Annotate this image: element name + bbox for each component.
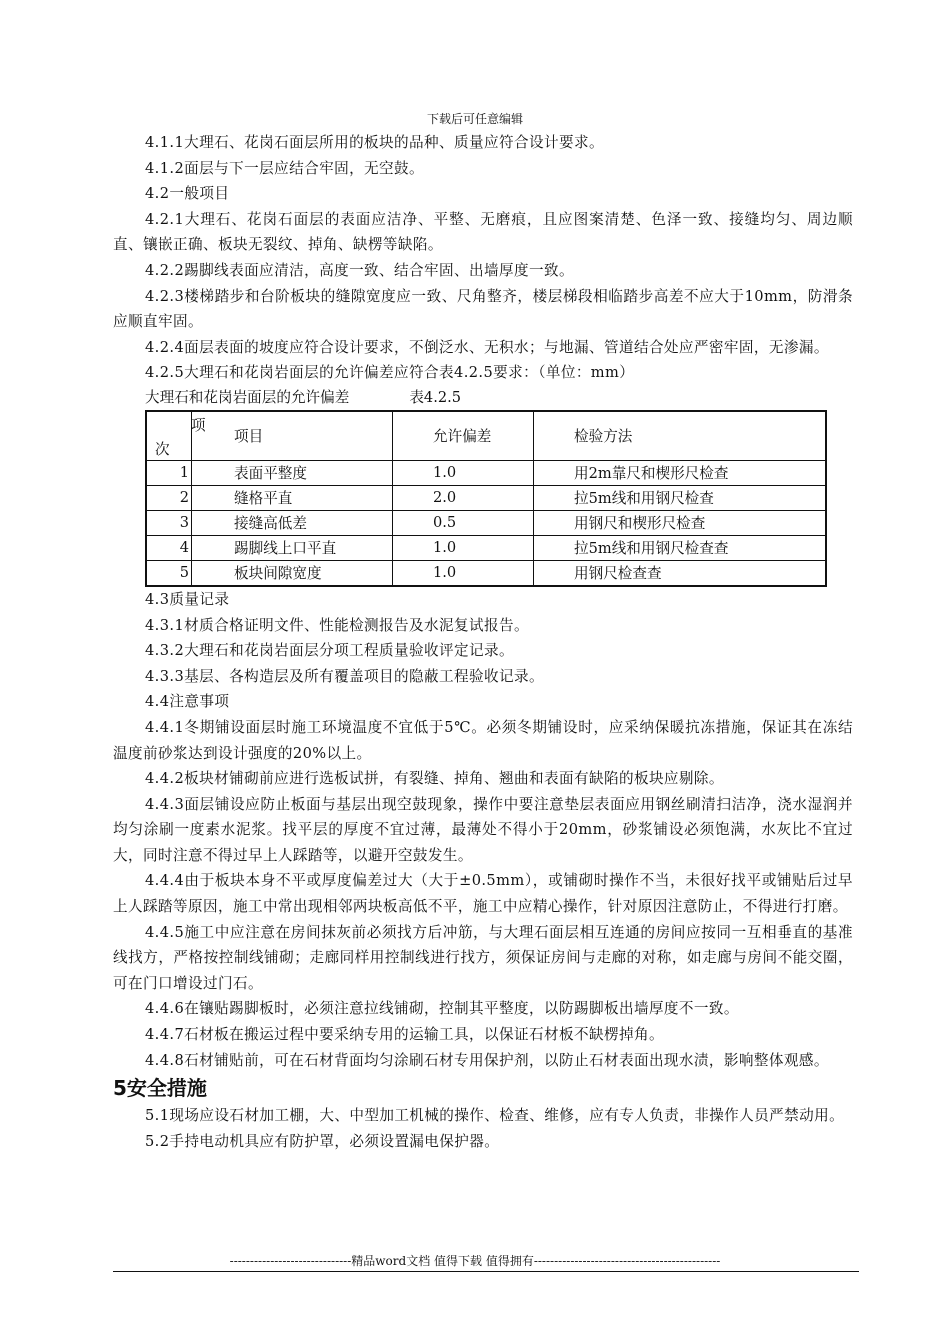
corner-label-bottom: 次 xyxy=(155,440,170,458)
paragraph-group-top xyxy=(113,130,853,386)
row-number: 3 xyxy=(146,510,192,535)
row-deviation: 0.5 xyxy=(393,510,534,535)
table-row xyxy=(146,510,826,535)
paragraph: 4.4.1冬期铺设面层时施工环境温度不宜低于5℃。必须冬期铺设时，应采纳保暖抗冻措施，保证其在冻结温度前砂浆达到设计强度的20%以上。 xyxy=(113,718,853,762)
paragraph: 4.4.5施工中应注意在房间抹灰前必须找方后冲筋，与大理石面层相互连通的房间应按同一互相垂直的基准线找方，严格按控制线铺砌；走廊同样用控制线进行找方，须保证房间与走廊的对称，如走廊与房间不能交圈，可在门口增设过门石。 xyxy=(113,923,853,992)
row-item: 表面平整度 xyxy=(192,460,393,485)
table-row xyxy=(146,460,826,485)
row-method: 用钢尺和楔形尺检查 xyxy=(534,510,827,535)
row-deviation: 1.0 xyxy=(393,460,534,485)
footer-rule xyxy=(113,1271,859,1272)
paragraph: 4.1.1大理石、花岗石面层所用的板块的品种、质量应符合设计要求。 xyxy=(145,134,604,151)
row-method: 用钢尺检查查 xyxy=(534,560,827,586)
row-method: 拉5m线和用钢尺检查查 xyxy=(534,535,827,560)
row-method: 用2m靠尺和楔形尺检查 xyxy=(534,460,827,485)
table-row xyxy=(146,560,826,586)
paragraph: 4.2.1大理石、花岗石面层的表面应洁净、平整、无磨痕，且应图案清楚、色泽一致、接缝均匀、周边顺直、镶嵌正确、板块无裂纹、掉角、缺楞等缺陷。 xyxy=(113,210,853,254)
paragraph: 4.3.1材质合格证明文件、性能检测报告及水泥复试报告。 xyxy=(145,616,529,634)
paragraph: 4.3质量记录 xyxy=(145,590,230,608)
row-number: 4 xyxy=(146,535,192,560)
table-row xyxy=(146,485,826,510)
paragraph: 4.2一般项目 xyxy=(145,185,230,203)
paragraph: 4.4.7石材板在搬运过程中要采纳专用的运输工具，以保证石材板不缺楞掉角。 xyxy=(145,1026,664,1044)
paragraph: 4.4注意事项 xyxy=(145,693,230,711)
paragraph: 4.3.3基层、各构造层及所有覆盖项目的隐蔽工程验收记录。 xyxy=(145,667,544,685)
table-caption xyxy=(113,386,853,410)
header-method: 检验方法 xyxy=(534,411,827,461)
table-corner-cell xyxy=(146,411,206,461)
table-row xyxy=(146,535,826,560)
paragraph: 5.2手持电动机具应有防护罩，必须设置漏电保护器。 xyxy=(145,1132,500,1150)
row-number: 5 xyxy=(146,560,192,586)
table-header-row xyxy=(146,411,826,461)
row-method: 拉5m线和用钢尺检查 xyxy=(534,485,827,510)
row-item: 缝格平直 xyxy=(192,485,393,510)
paragraph: 4.4.2板块材铺砌前应进行选板试拼，有裂缝、掉角、翘曲和表面有缺陷的板块应剔除。 xyxy=(145,770,724,788)
paragraph: 4.2.2踢脚线表面应清洁，高度一致、结合牢固、出墙厚度一致。 xyxy=(145,261,574,279)
row-number: 2 xyxy=(146,485,192,510)
paragraph: 4.4.3面层铺设应防止板面与基层出现空鼓现象，操作中要注意垫层表面应用钢丝刷清扫洁净，浇水湿润并均匀涂刷一度素水泥浆。找平层的厚度不宜过薄，最薄处不得小于20mm，砂浆铺设必须饱满，水灰比不宜过大，同时注意不得过早上人踩踏等，以避开空鼓发生。 xyxy=(113,795,853,864)
header-item: 项目 xyxy=(192,411,393,461)
row-item: 接缝高低差 xyxy=(192,510,393,535)
document-body xyxy=(113,130,853,1154)
paragraph: 4.1.2面层与下一层应结合牢固，无空鼓。 xyxy=(145,159,425,177)
section-5-heading: 5安全措施 xyxy=(113,1076,207,1101)
table-caption-title: 大理石和花岗岩面层的允许偏差 xyxy=(145,388,350,406)
row-item: 板块间隙宽度 xyxy=(192,560,393,586)
paragraph: 4.4.4由于板块本身不平或厚度偏差过大（大于±0.5mm），或铺砌时操作不当，未很好找平或铺贴后过早上人踩踏等原因，施工中常出现相邻两块板高低不平，施工中应精心操作，针对原因注意防止，不得进行打磨。 xyxy=(113,872,853,916)
page-header: 下载后可任意编辑 xyxy=(426,112,523,126)
paragraph: 4.2.5大理石和花岗岩面层的允许偏差应符合表4.2.5要求：（单位：mm） xyxy=(145,364,635,382)
row-deviation: 1.0 xyxy=(393,560,534,586)
paragraph: 4.2.4面层表面的坡度应符合设计要求，不倒泛水、无积水；与地漏、管道结合处应严密牢固，无渗漏。 xyxy=(145,338,829,356)
page-footer: ------------------------------精品word文档 值得下载 值得拥有---------------------------------------------- xyxy=(229,1254,721,1268)
table-number: 表4.2.5 xyxy=(409,388,462,406)
paragraph: 5.1现场应设石材加工棚，大、中型加工机械的操作、检查、维修，应有专人负责，非操作人员严禁动用。 xyxy=(145,1107,845,1125)
paragraph: 4.2.3楼梯踏步和台阶板块的缝隙宽度应一致、尺角整齐，楼层梯段相临踏步高差不应大于10mm，防滑条应顺直牢固。 xyxy=(113,287,853,331)
paragraph-group-mid xyxy=(113,587,853,1073)
table-body xyxy=(146,460,826,586)
paragraph: 4.3.2大理石和花岗岩面层分项工程质量验收评定记录。 xyxy=(145,642,514,660)
corner-label-top: 项 xyxy=(191,416,206,434)
tolerance-table xyxy=(145,410,827,587)
row-deviation: 1.0 xyxy=(393,535,534,560)
row-number: 1 xyxy=(146,460,192,485)
header-deviation: 允许偏差 xyxy=(393,411,534,461)
paragraph: 4.4.8石材铺贴前，可在石材背面均匀涂刷石材专用保护剂，以防止石材表面出现水渍，影响整体观感。 xyxy=(145,1051,829,1069)
row-deviation: 2.0 xyxy=(393,485,534,510)
row-item: 踢脚线上口平直 xyxy=(192,535,393,560)
paragraph-group-bottom xyxy=(113,1103,853,1154)
paragraph: 4.4.6在镶贴踢脚板时，必须注意拉线铺砌，控制其平整度，以防踢脚板出墙厚度不一致。 xyxy=(145,1000,739,1018)
